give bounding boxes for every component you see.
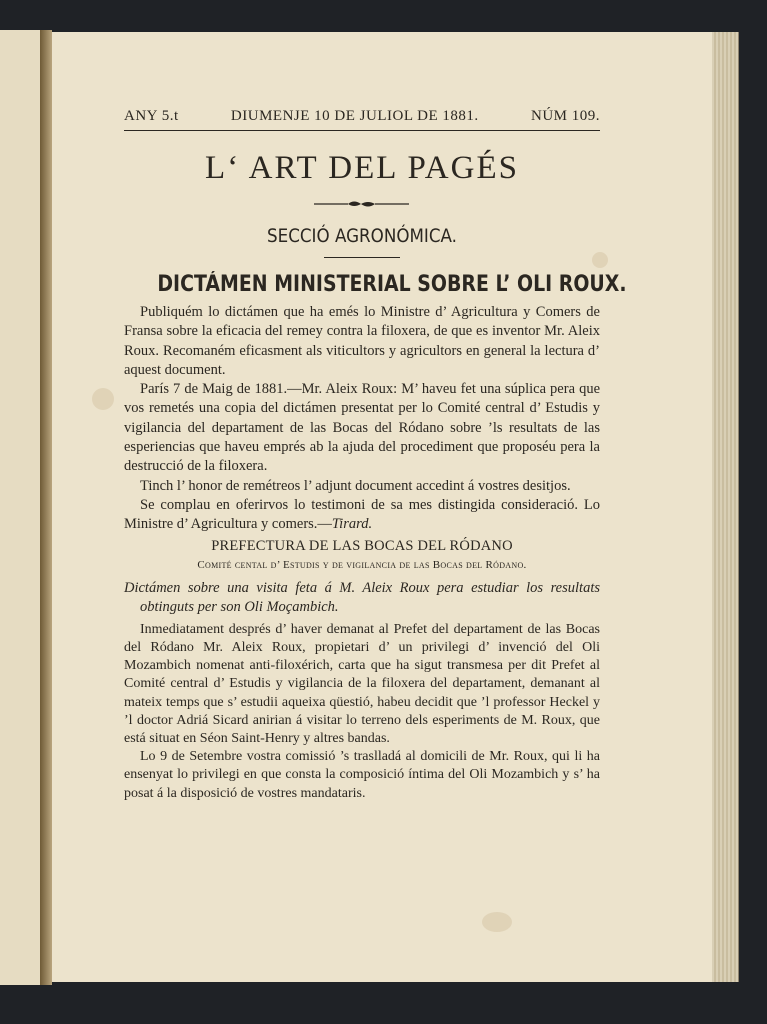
- paper-stain: [482, 912, 512, 932]
- article-body: [124, 303, 600, 803]
- paragraph: Tinch l’ honor de remétreos l’ adjunt document accedint á vostres desitjos.: [140, 477, 571, 494]
- minister-signature: Tirard.: [331, 516, 373, 533]
- journal-title: L‘ ART DEL PAGÉS: [205, 150, 519, 186]
- running-header: [124, 108, 600, 125]
- page-stack-edge: [712, 32, 739, 982]
- dictamen-title: Dictámen sobre una visita feta á M. Aleix Roux pera estudiar los resultats obtinguts per son Oli Moçambich.: [124, 580, 600, 616]
- paper-stain: [592, 252, 608, 268]
- book-gutter: [40, 30, 52, 985]
- paragraph: París 7 de Maig de 1881.—Mr. Aleix Roux: M’ haveu fet una súplica pera que vos remetés una copia del dictámen presentat per lo Comité central d’ Estudis y vigilancia del departament de las Bocas del Ródano sobre ’ls resultats de las esperiencias que haveu emprés ab la ajuda del procediment que proposéu pera la destrucció de la filoxera.: [124, 381, 600, 475]
- issue-number: NÚM 109.: [530, 108, 600, 124]
- journal-page: [52, 32, 712, 982]
- issue-date: DIUMENJE 10 DE JULIOL DE 1881.: [230, 108, 479, 124]
- facing-page-edge: [0, 30, 44, 985]
- volume-label: ANY 5.t: [124, 108, 179, 124]
- section-title: SECCIÓ AGRONÓMICA.: [267, 225, 457, 247]
- prefecture-subtitle: Comité cental d’ Estudis y de vigilancia de las Bocas del Ródano.: [197, 558, 527, 571]
- paragraph: Lo 9 de Setembre vostra comissió ’s traslladá al domicili de Mr. Roux, qui li ha ensenyat lo privilegi en que consta la composició íntima del Oli Mozambich y s’ ha posat á la disposició de vostres mandataris.: [124, 749, 600, 801]
- header-rule: [124, 130, 600, 131]
- paragraph-text: Se complau en oferirvos lo testimoni de sa mes distingida consideració. Lo Ministre d’ Agricultura y comers.—: [124, 496, 600, 533]
- prefecture-title: PREFECTURA DE LAS BOCAS DEL RÓDANO: [211, 537, 513, 554]
- paragraph: Publiquém lo dictámen que ha emés lo Ministre d’ Agricultura y Comers de Fransa sobre la eficacia del remey contra la filoxera, de que es inventor Mr. Aleix Roux. Recomaném eficasment als viticultors y agricultors en general la lectura d’ aquest document.: [124, 304, 600, 378]
- ornament-divider: [314, 198, 409, 210]
- section-rule: [324, 257, 400, 258]
- article-title: DICTÁMEN MINISTERIAL SOBRE L’ OLI ROUX.: [157, 272, 627, 297]
- paper-stain: [92, 388, 114, 410]
- paragraph: [124, 496, 600, 535]
- paragraph: Inmediatament després d’ haver demanat al Prefet del departament de las Bocas del Ródano Mr. Aleix Roux, propietari d’ un privilegi d’ invenció del Oli Mozambich nomenat anti-filoxérich, carta que ha sigut transmesa per dit Prefet al Comité central d’ Estudis y vigilancia de la filoxera del departament, demanant al mateix temps que s’ estudii aqueixa qüestió, habeu decidit que ’l professor Heckel y ’l doctor Adriá Sicard anirian á visitar lo terreno dels esperiments de M. Roux, que está situat en Séon Saint-Henry y altres bandas.: [124, 621, 600, 746]
